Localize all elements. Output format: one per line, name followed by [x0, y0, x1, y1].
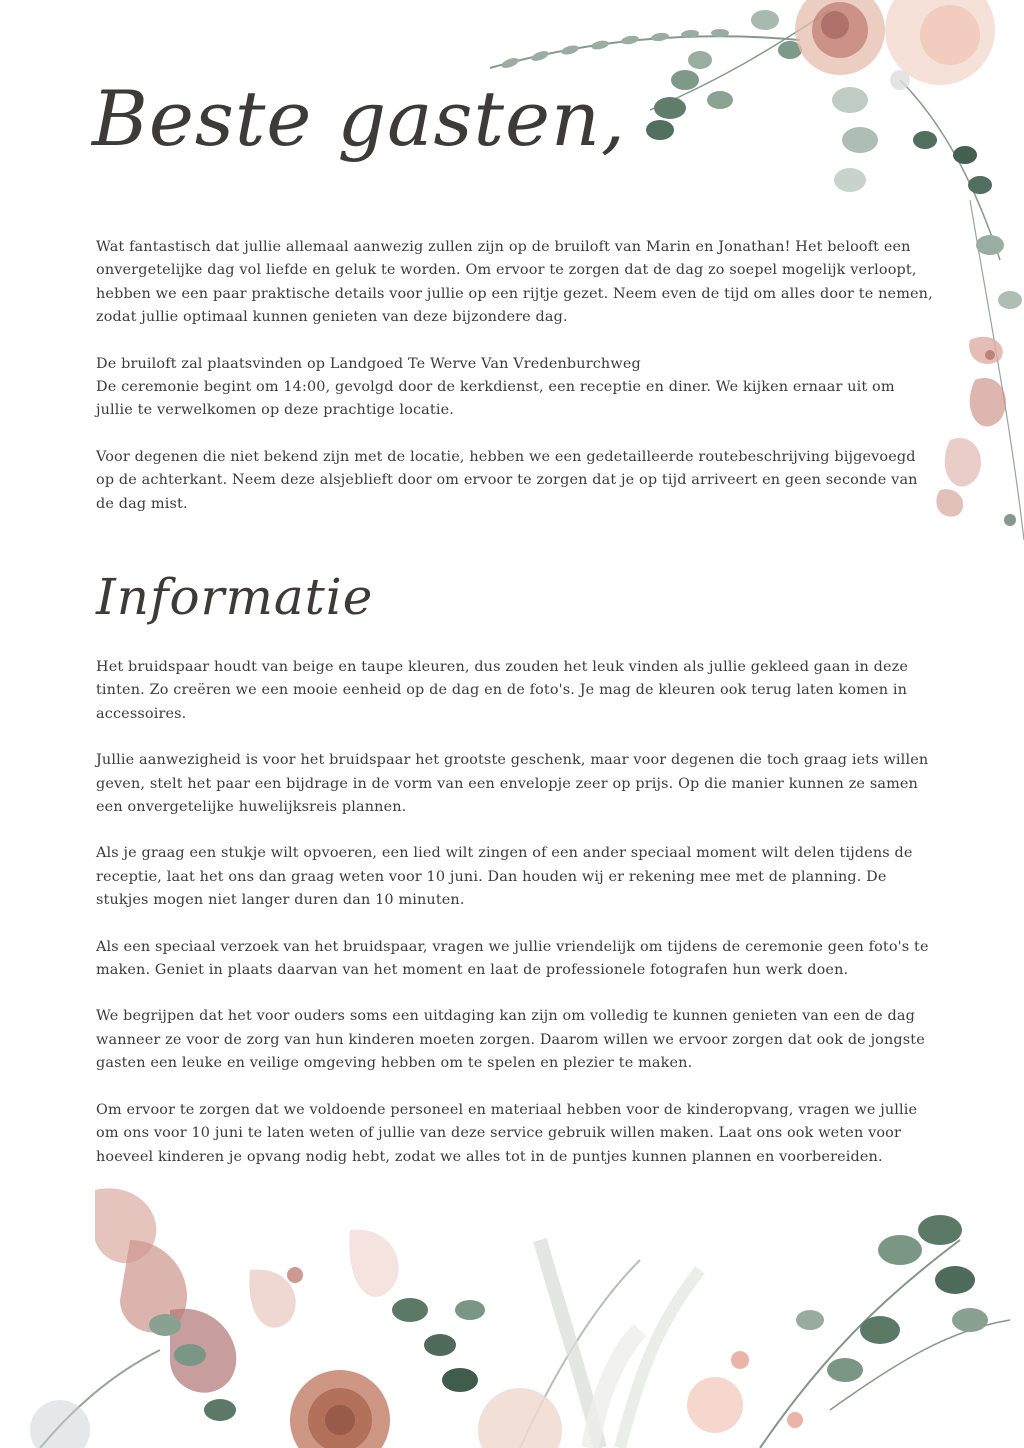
- venue-details: [96, 353, 936, 423]
- greeting-heading: Beste gasten,: [92, 74, 627, 163]
- photo-paragraph: Als een speciaal verzoek van het bruidspaar, vragen we jullie vriendelijk om tijdens de ceremonie geen foto's te maken. Geniet in plaats daarvan van het moment en laat de professionele fotografen hun werk doen.: [96, 938, 929, 979]
- childcare-paragraph: Om ervoor te zorgen dat we voldoende personeel en materiaal hebben voor de kinderopvang, vragen we jullie om ons voor 10 juni te laten weten of jullie van deze service gebruik willen maken. Laat ons ook weten voor hoeveel kinderen je opvang nodig hebt, zodat we alles tot in de puntjes kunnen plannen en voorbereiden.: [96, 1101, 918, 1165]
- performance-paragraph: Als je graag een stukje wilt opvoeren, een lied wilt zingen of een ander speciaal moment wilt delen tijdens de receptie, laat het ons dan graag weten voor 10 juni. Dan houden wij er rekening mee met de planning. De stukjes mogen niet langer duren dan 10 minuten.: [96, 845, 913, 909]
- information-heading: Informatie: [96, 568, 374, 626]
- route-paragraph: Voor degenen die niet bekend zijn met de locatie, hebben we een gedetailleerde routebeschrijving bijgevoegd op de achterkant. Neem deze alsjeblieft door om ervoor te zorgen dat je op tijd arriveert en geen seconde van de dag mist.: [96, 448, 918, 512]
- venue-line: De bruiloft zal plaatsvinden op Landgoed Te Werve Van Vredenburchweg: [96, 355, 641, 372]
- gift-paragraph: Jullie aanwezigheid is voor het bruidspaar het grootste geschenk, maar voor degenen die toch graag iets willen geven, stelt het paar een bijdrage in de vorm van een envelopje zeer op prijs. Op die manier kunnen ze samen een onvergetelijke huwelijksreis plannen.: [96, 752, 929, 816]
- intro-paragraph: Wat fantastisch dat jullie allemaal aanwezig zullen zijn op de bruiloft van Marin en Jonathan! Het belooft een onvergetelijke dag vol liefde en geluk te worden. Om ervoor te zorgen dat de dag zo soepel mogelijk verloopt, hebben we een paar praktische details voor jullie op een rijtje gezet. Neem even de tijd om alles door te nemen, zodat jullie optimaal kunnen genieten van deze bijzondere dag.: [96, 239, 933, 326]
- children-paragraph: We begrijpen dat het voor ouders soms een uitdaging kan zijn om volledig te kunnen genieten van een de dag wanneer ze voor de zorg van hun kinderen moeten zorgen. Daarom willen we ervoor zorgen dat ook de jongste gasten een leuke en veilige omgeving hebben om te spelen en plezier te maken.: [96, 1008, 925, 1072]
- ceremony-line: De ceremonie begint om 14:00, gevolgd door de kerkdienst, een receptie en diner. We kijken ernaar uit om jullie te verwelkomen op deze prachtige locatie.: [96, 379, 895, 419]
- information-section: [96, 656, 936, 1192]
- floral-decoration-bottom: [0, 1180, 1024, 1448]
- dress-code-paragraph: Het bruidspaar houdt van beige en taupe kleuren, dus zouden het leuk vinden als jullie gekleed gaan in deze tinten. Zo creëren we een mooie eenheid op de dag en de foto's. Je mag de kleuren ook terug laten komen in accessoires.: [96, 659, 909, 722]
- intro-section: [96, 236, 936, 539]
